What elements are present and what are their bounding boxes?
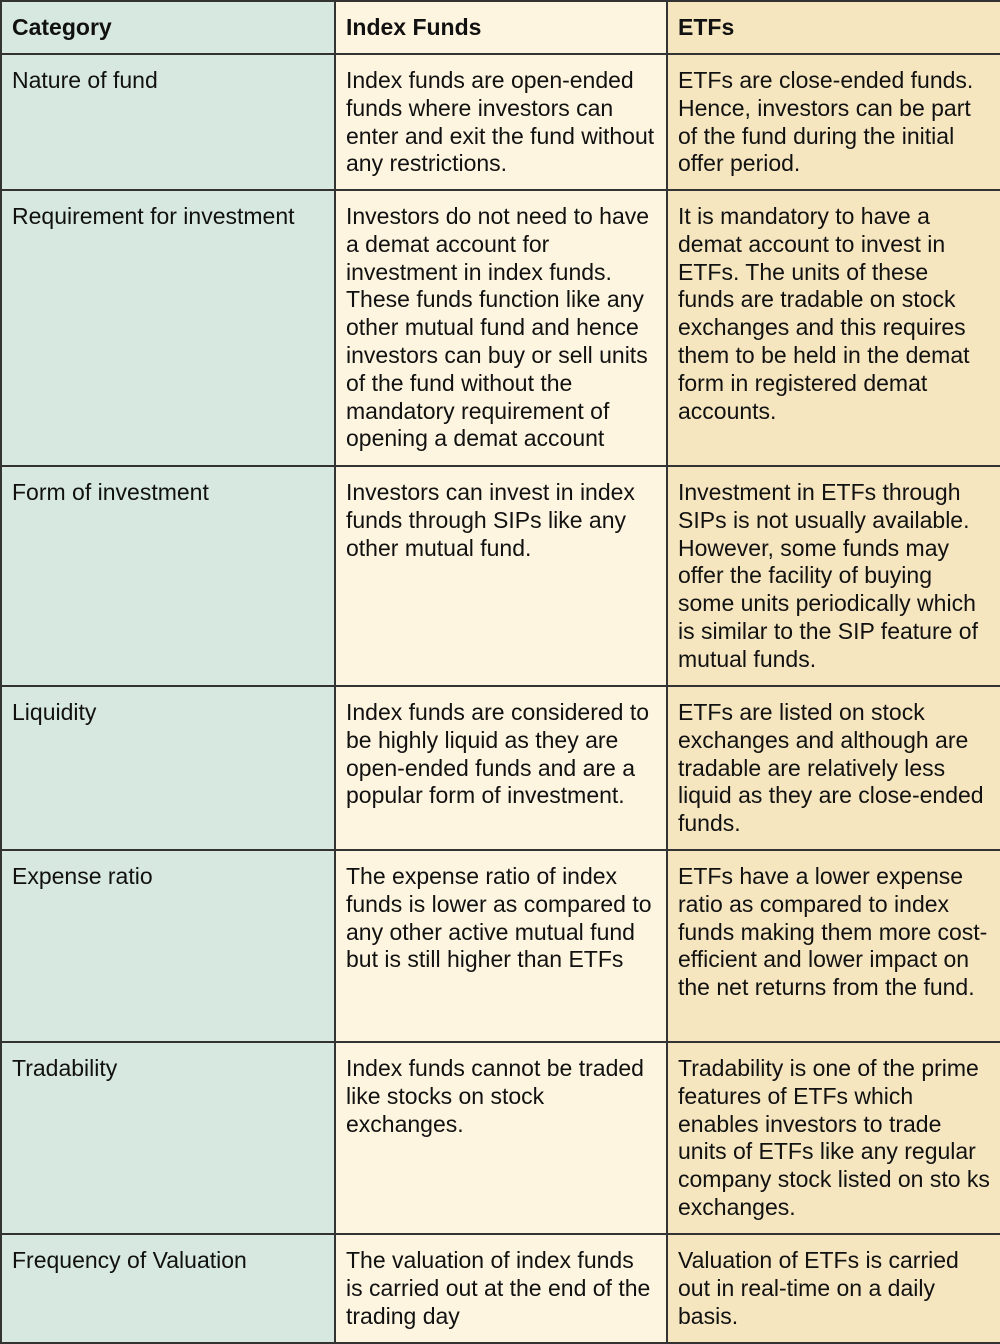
header-etfs: ETFs bbox=[667, 1, 1000, 54]
table-row bbox=[1, 686, 1000, 850]
etfs-cell: Valuation of ETFs is carried out in real-time on a daily basis. bbox=[667, 1234, 1000, 1343]
category-cell: Nature of fund bbox=[1, 54, 335, 190]
header-index-funds: Index Funds bbox=[335, 1, 667, 54]
index-funds-cell: Index funds are considered to be highly liquid as they are open-ended funds and are a popular form of investment. bbox=[335, 686, 667, 850]
category-cell: Frequency of Valuation bbox=[1, 1234, 335, 1343]
etfs-cell: Tradability is one of the prime features of ETFs which enables investors to trade units of ETFs like any regular company stock listed on sto ks exchanges. bbox=[667, 1042, 1000, 1234]
index-funds-cell: Index funds cannot be traded like stocks on stock exchanges. bbox=[335, 1042, 667, 1234]
category-cell: Liquidity bbox=[1, 686, 335, 850]
table-row bbox=[1, 850, 1000, 1042]
etfs-cell: ETFs are close-ended funds. Hence, investors can be part of the fund during the initial offer period. bbox=[667, 54, 1000, 190]
etfs-cell: ETFs are listed on stock exchanges and although are tradable are relatively less liquid as they are close-ended funds. bbox=[667, 686, 1000, 850]
index-funds-cell: The valuation of index funds is carried out at the end of the trading day bbox=[335, 1234, 667, 1343]
category-cell: Requirement for investment bbox=[1, 190, 335, 466]
table-row bbox=[1, 54, 1000, 190]
table-row bbox=[1, 190, 1000, 466]
header-row bbox=[1, 1, 1000, 54]
table-row bbox=[1, 466, 1000, 686]
table-row bbox=[1, 1234, 1000, 1343]
etfs-cell: Investment in ETFs through SIPs is not usually available. However, some funds may offer the facility of buying some units periodically which is similar to the SIP feature of mutual funds. bbox=[667, 466, 1000, 686]
category-cell: Expense ratio bbox=[1, 850, 335, 1042]
index-funds-cell: The expense ratio of index funds is lower as compared to any other active mutual fund but is still higher than ETFs bbox=[335, 850, 667, 1042]
index-funds-cell: Investors do not need to have a demat account for investment in index funds. These funds function like any other mutual fund and hence investors can buy or sell units of the fund without the mandatory requirement of opening a demat account bbox=[335, 190, 667, 466]
etfs-cell: It is mandatory to have a demat account to invest in ETFs. The units of these funds are tradable on stock exchanges and this requires them to be held in the demat form in registered demat accounts. bbox=[667, 190, 1000, 466]
etfs-cell: ETFs have a lower expense ratio as compared to index funds making them more cost-efficient and lower impact on the net returns from the fund. bbox=[667, 850, 1000, 1042]
category-cell: Form of investment bbox=[1, 466, 335, 686]
index-funds-cell: Index funds are open-ended funds where investors can enter and exit the fund without any restrictions. bbox=[335, 54, 667, 190]
index-funds-cell: Investors can invest in index funds through SIPs like any other mutual fund. bbox=[335, 466, 667, 686]
header-category: Category bbox=[1, 1, 335, 54]
table-row bbox=[1, 1042, 1000, 1234]
category-cell: Tradability bbox=[1, 1042, 335, 1234]
